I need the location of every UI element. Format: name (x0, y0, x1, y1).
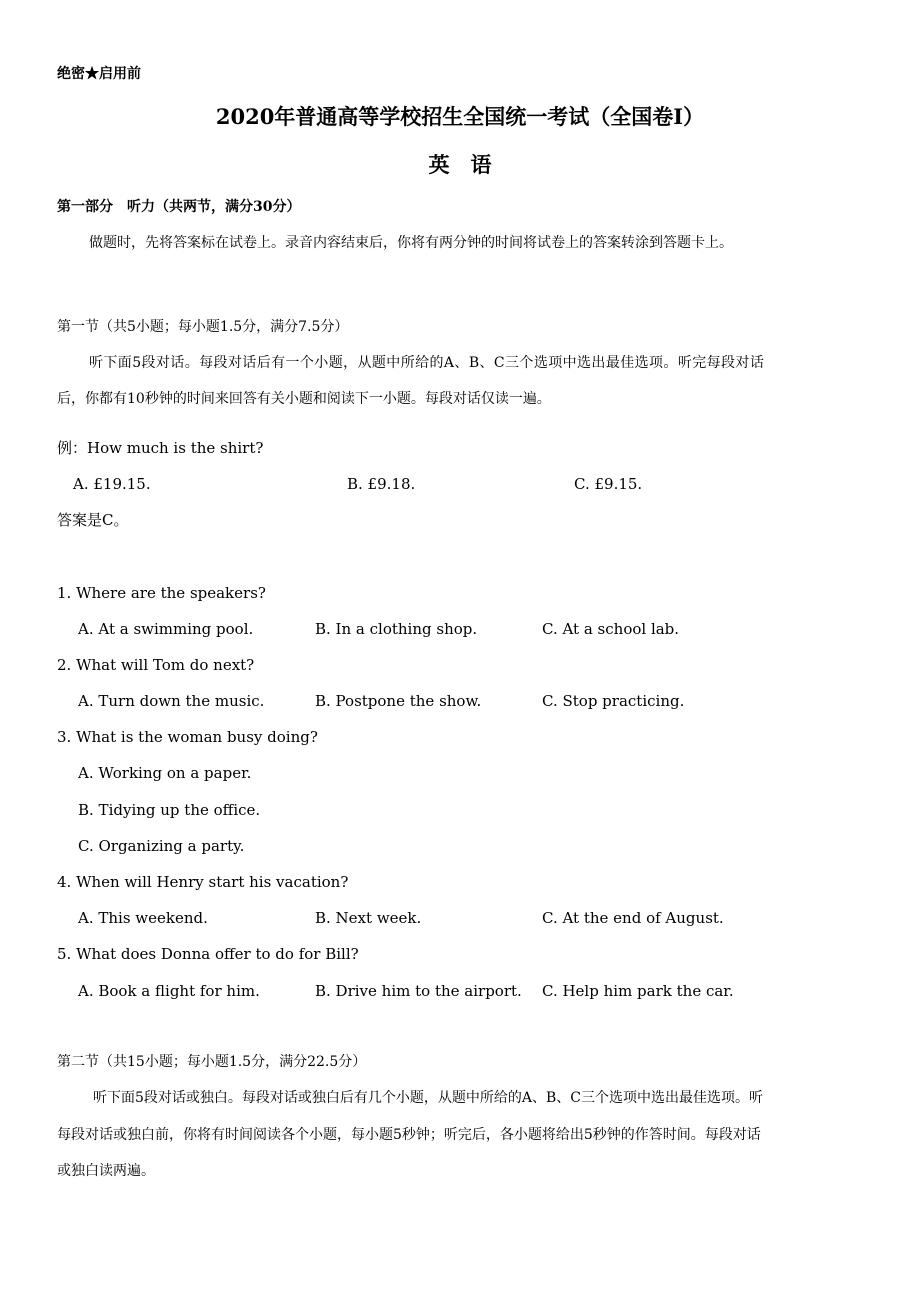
question-5-option-c: C. Help him park the car. (542, 982, 734, 1000)
question-2-option-a: A. Turn down the music. (78, 692, 265, 710)
section2-heading: 第二节（共15小题；每小题1.5分，满分22.5分） (57, 1054, 367, 1070)
section2-instruction-line2: 每段对话或独白前，你将有时间阅读各个小题，每小题5秒钟；听完后，各小题将给出5秒钟的作答时间。每段对话 (57, 1127, 761, 1143)
example-question: 例：How much is the shirt? (57, 439, 264, 457)
question-4-option-b: B. Next week. (315, 909, 422, 927)
question-2-option-b: B. Postpone the show. (315, 692, 482, 710)
question-1-option-a: A. At a swimming pool. (78, 620, 254, 638)
question-5-option-b: B. Drive him to the airport. (315, 982, 522, 1000)
question-1-option-b: B. In a clothing shop. (315, 620, 478, 638)
exam-title: 2020年普通高等学校招生全国统一考试（全国卷I） (215, 104, 705, 129)
section1-heading: 第一节（共5小题；每小题1.5分，满分7.5分） (57, 319, 349, 335)
section1-instruction-line1: 听下面5段对话。每段对话后有一个小题，从题中所给的A、B、C三个选项中选出最佳选项。听完每段对话 (89, 355, 765, 371)
question-3: 3. What is the woman busy doing? (57, 728, 318, 746)
question-1: 1. Where are the speakers? (57, 584, 266, 602)
example-answer: 答案是C。 (57, 511, 129, 529)
example-option-b: B. £9.18. (347, 475, 416, 493)
example-option-c: C. £9.15. (574, 475, 643, 493)
question-5: 5. What does Donna offer to do for Bill? (57, 945, 359, 963)
section2-instruction-line3: 或独白读两遍。 (57, 1163, 155, 1179)
example-option-a: A. £19.15. (73, 475, 151, 493)
question-2: 2. What will Tom do next? (57, 656, 255, 674)
question-4-option-a: A. This weekend. (78, 909, 208, 927)
question-1-option-c: C. At a school lab. (542, 620, 680, 638)
part1-heading: 第一部分 听力（共两节，满分30分） (57, 199, 301, 215)
subject-title: 英 语 (428, 152, 492, 177)
question-5-option-a: A. Book a flight for him. (78, 982, 260, 1000)
question-3-option-b: B. Tidying up the office. (78, 801, 261, 819)
question-4-option-c: C. At the end of August. (542, 909, 724, 927)
section1-instruction-line2: 后，你都有10秒钟的时间来回答有关小题和阅读下一小题。每段对话仅读一遍。 (57, 391, 551, 407)
question-3-option-c: C. Organizing a party. (78, 837, 245, 855)
secret-label: 绝密★启用前 (57, 66, 141, 82)
question-4: 4. When will Henry start his vacation? (57, 873, 349, 891)
section2-instruction-line1: 听下面5段对话或独白。每段对话或独白后有几个小题，从题中所给的A、B、C三个选项中选出最佳选项。听 (93, 1090, 764, 1106)
part1-instruction: 做题时，先将答案标在试卷上。录音内容结束后，你将有两分钟的时间将试卷上的答案转涂到答题卡上。 (89, 235, 733, 251)
question-2-option-c: C. Stop practicing. (542, 692, 685, 710)
question-3-option-a: A. Working on a paper. (78, 764, 252, 782)
